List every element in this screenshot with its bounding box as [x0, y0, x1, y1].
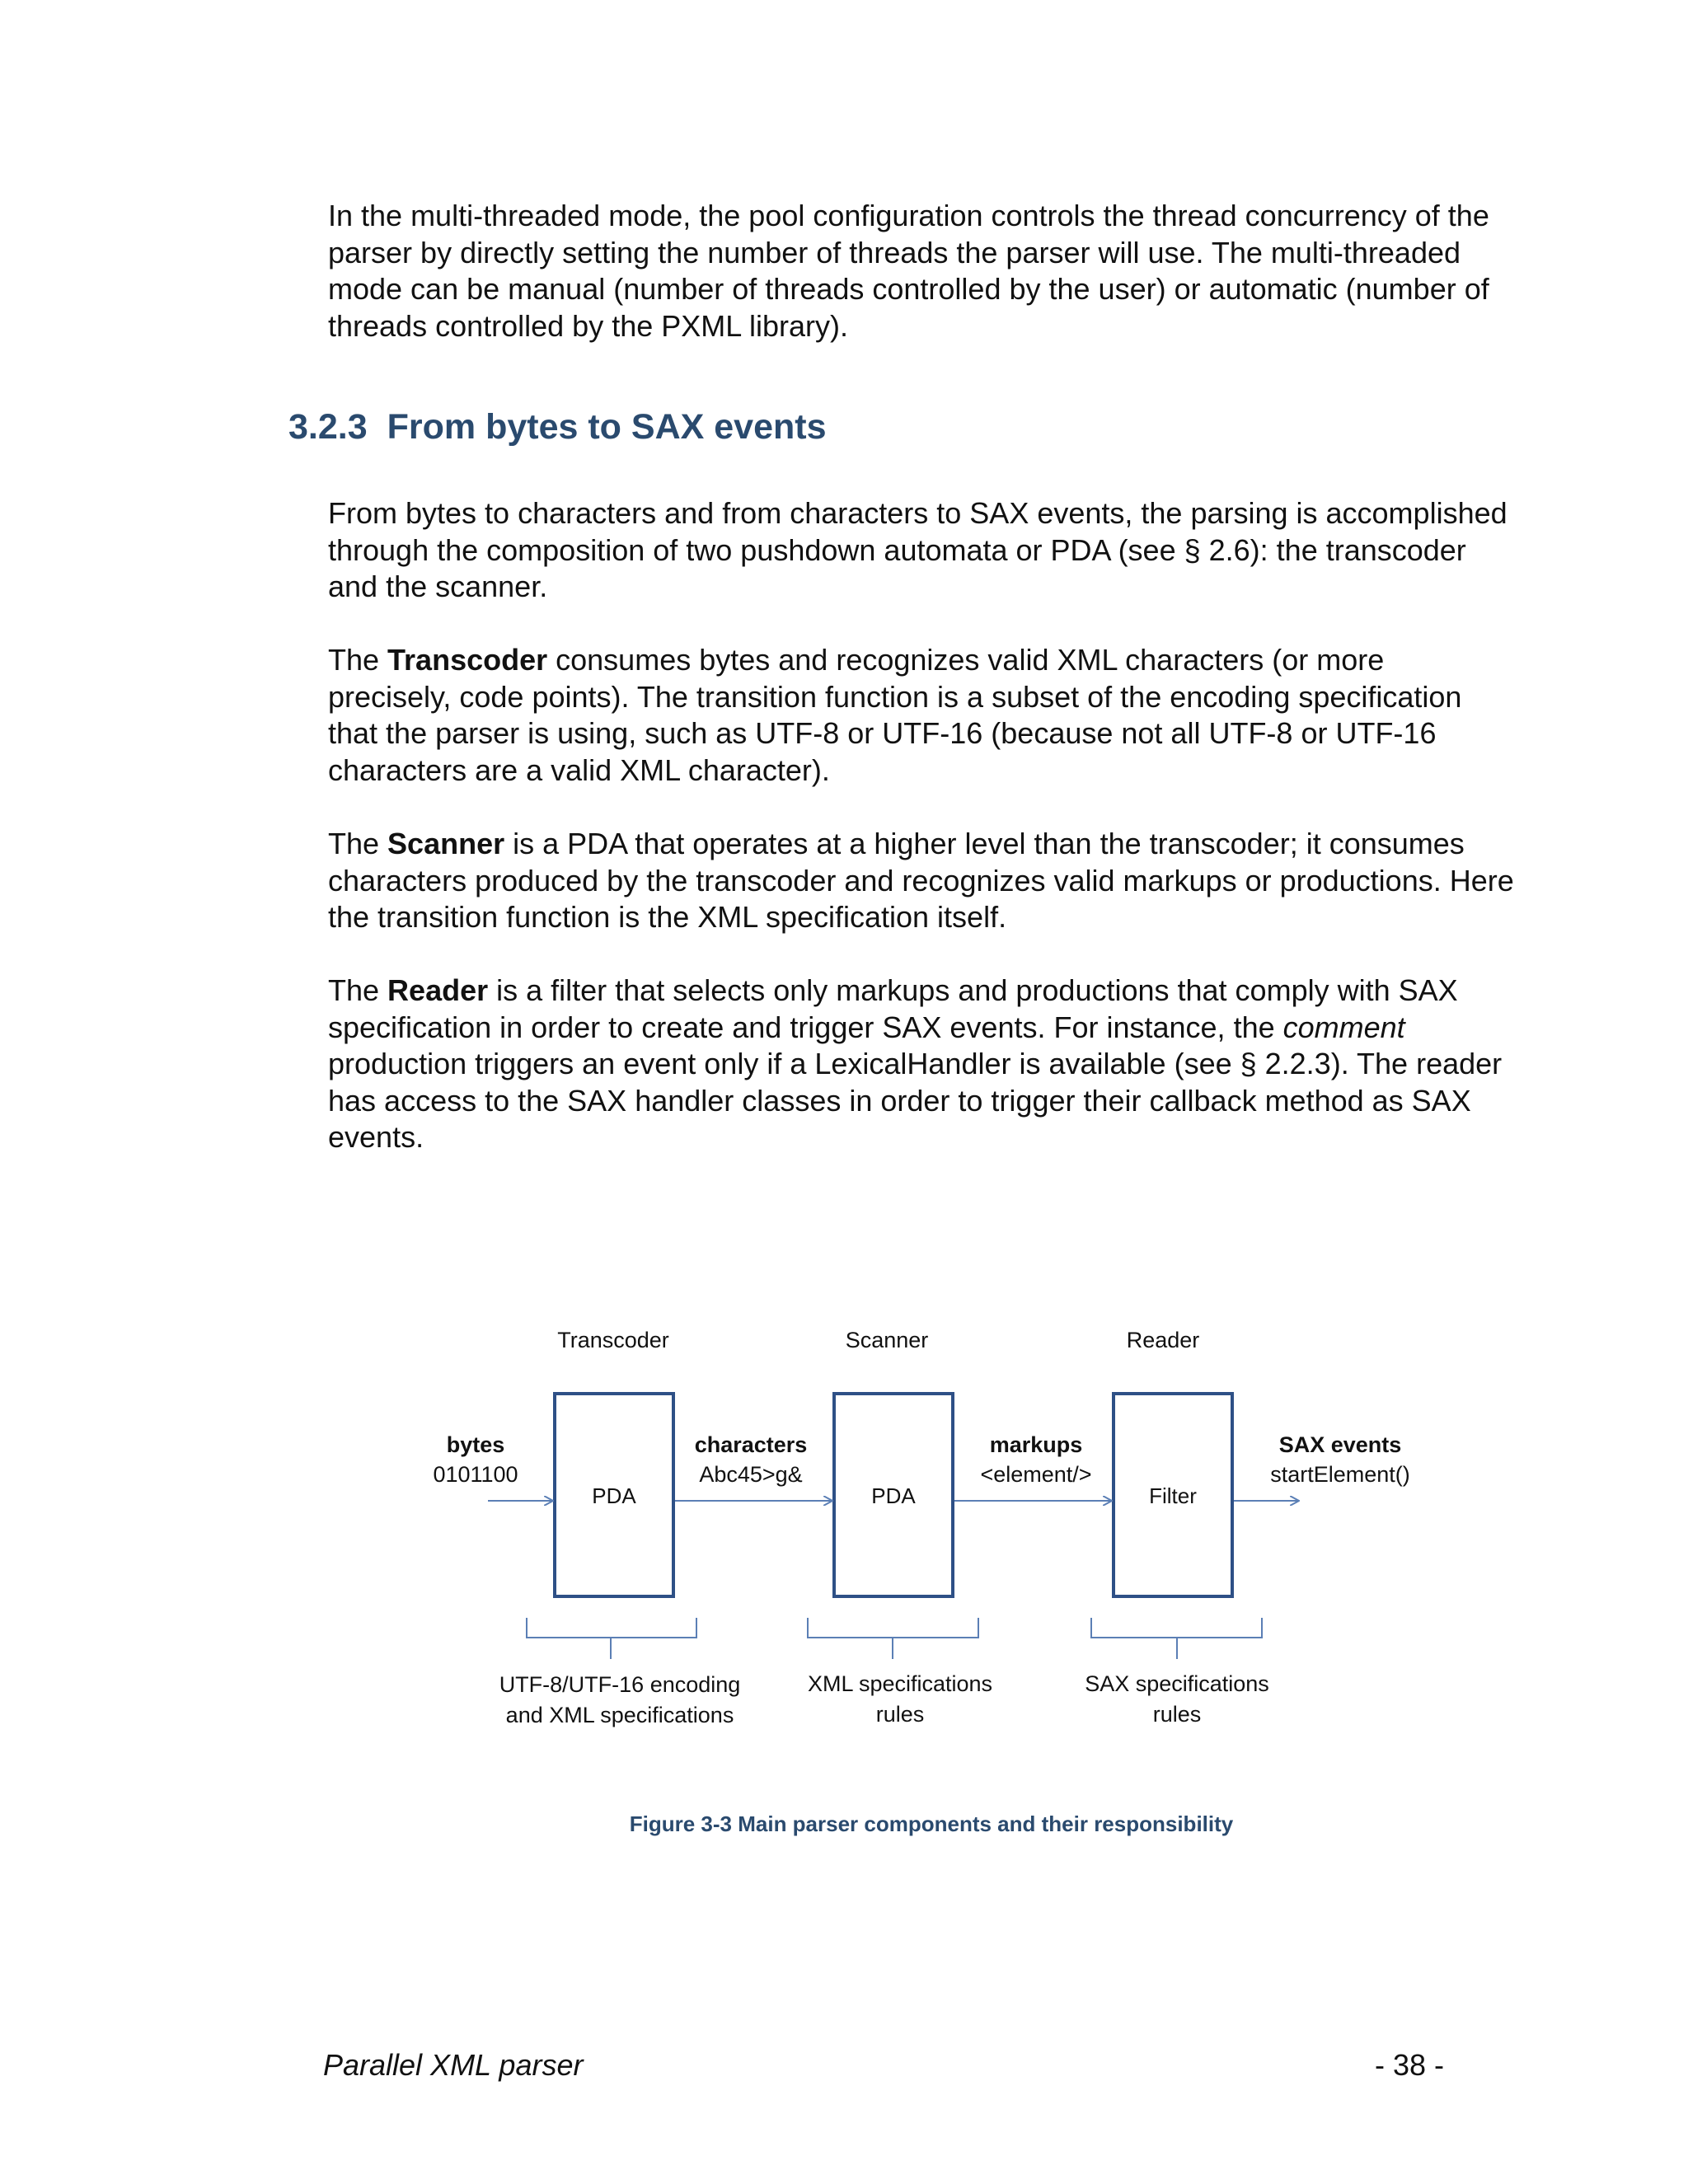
intro-paragraph: In the multi-threaded mode, the pool configuration controls the thread concurrency of the parser by directly setting the number of threads the parser will use. The multi-threaded mode can be manual (number of threads controlled by the user) or automatic (number of threads controlled by the PXML library). [328, 199, 1489, 343]
component-title-reader: Reader [1126, 1328, 1200, 1352]
scanner-box-label: PDA [871, 1483, 916, 1508]
footer-page-number: - 38 - [1375, 2048, 1445, 2082]
flow-example-bytes: 0101100 [433, 1462, 518, 1487]
flow-example-markups: <element/> [980, 1462, 1092, 1487]
flow-label-sax-events: SAX events [1278, 1432, 1402, 1457]
flow-label-bytes: bytes [446, 1432, 505, 1457]
transcoder-brace [527, 1618, 696, 1659]
flow-label-characters: characters [694, 1432, 808, 1457]
component-title-scanner: Scanner [845, 1328, 929, 1352]
section-title: From bytes to SAX events [387, 407, 827, 447]
term-reader: Reader [387, 973, 489, 1007]
text-run: The [328, 827, 388, 860]
term-scanner: Scanner [387, 827, 505, 860]
text-run: production triggers an event only if a LexicalHandler is available (see § 2.2.3). The reader has access to the SAX handler classes in order to trigger their callback method as SAX events. [328, 1047, 1503, 1154]
text-run: is a filter that selects only markups and productions that comply with SAX specification in order to create and trigger SAX events. For instance, the [328, 973, 1458, 1044]
scanner-responsibility-line1: XML specifications [807, 1671, 993, 1696]
term-transcoder: Transcoder [387, 643, 548, 677]
transcoder-responsibility-line1: UTF-8/UTF-16 encoding [499, 1672, 741, 1697]
text-run: The [328, 643, 388, 677]
text-run: The [328, 973, 388, 1007]
transcoder-box-label: PDA [592, 1483, 636, 1508]
flow-example-characters: Abc45>g& [699, 1462, 803, 1487]
section-number: 3.2.3 [288, 407, 368, 447]
component-title-transcoder: Transcoder [557, 1328, 669, 1352]
footer-document-title: Parallel XML parser [323, 2048, 584, 2082]
paragraph-pda-overview: From bytes to characters and from characters to SAX events, the parsing is accomplished through the composition of two pushdown automata or PDA (see § 2.6): the transcoder and the scanner. [328, 496, 1507, 603]
figure-caption: Figure 3-3 Main parser components and their responsibility [629, 1811, 1234, 1836]
term-comment: comment [1282, 1010, 1405, 1044]
flow-label-markups: markups [989, 1432, 1083, 1457]
scanner-responsibility-line2: rules [875, 1702, 925, 1727]
reader-responsibility-line2: rules [1152, 1702, 1202, 1727]
scanner-brace [808, 1618, 978, 1659]
reader-box-label: Filter [1149, 1483, 1197, 1508]
text-run: consumes bytes and recognizes valid XML characters (or more precisely, code points). The transition function is a subset of the encoding specification that the parser is using, such as UTF-8 or UTF-16 (because not all UTF-8 or UTF-16 characters are a valid XML character). [328, 643, 1462, 787]
text-run: is a PDA that operates at a higher level than the transcoder; it consumes characters produced by the transcoder and recognizes valid markups or productions. Here the transition function is the XML specification itself. [328, 827, 1514, 934]
reader-brace [1091, 1618, 1262, 1659]
reader-responsibility-line1: SAX specifications [1085, 1671, 1269, 1696]
flow-example-sax-events: startElement() [1270, 1462, 1410, 1487]
transcoder-responsibility-line2: and XML specifications [505, 1703, 734, 1727]
